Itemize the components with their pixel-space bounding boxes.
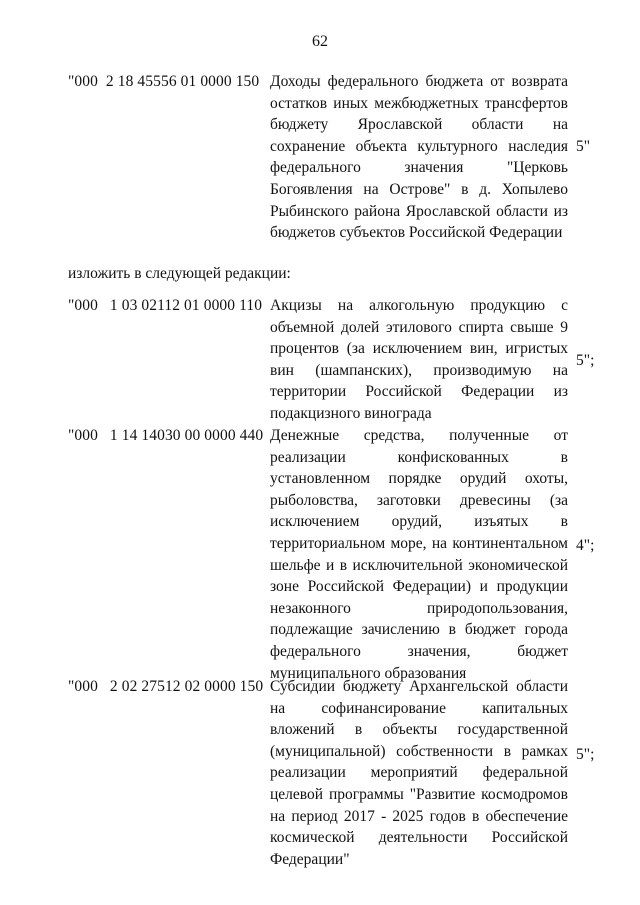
budget-classification-code: "000 2 02 27512 02 0000 150 <box>68 678 264 695</box>
budget-classification-code: "000 2 18 45556 01 0000 150 <box>68 73 260 90</box>
distribution-norm: 4"; <box>576 537 595 554</box>
income-description: Субсидии бюджету Архангельской области на софинансирование капитальных вложений в объекты государственной (муниципальной) собственности в рамках реализации мероприятий федеральной целевой программы "Развитие космодромов на период 2017 - 2025 годов в обеспечение космической деятельности Российской Федерации" <box>270 678 568 868</box>
page-number: 62 <box>312 33 328 50</box>
income-description: Денежные средства, полученные от реализации конфискованных в установленном порядке орудий охоты, рыболовства, заготовки древесины (за исключением орудий, изъятых в территориальном море, на континентальном шельфе и в исключительной экономической зоне Российской Федерации) и продукции незаконного природопользования, подлежащие зачислению в бюджет города федерального значения, бюджет муниципального образования <box>270 427 568 682</box>
distribution-norm: 5"; <box>576 746 595 763</box>
income-description: Акцизы на алкогольную продукцию с объемной долей этилового спирта свыше 9 процентов (за исключением вин, игристых вин (шампанских), производимую на территории Российской Федерации из подакцизного винограда <box>270 297 568 422</box>
distribution-norm: 5"; <box>576 352 595 369</box>
budget-classification-code: "000 1 14 14030 00 0000 440 <box>68 427 264 444</box>
intro-text: изложить в следующей редакции: <box>68 265 291 282</box>
distribution-norm: 5" <box>576 138 591 155</box>
budget-classification-code: "000 1 03 02112 01 0000 110 <box>68 297 263 314</box>
income-description: Доходы федерального бюджета от возврата остатков иных межбюджетных трансфертов бюджету Ярославской области на сохранение объекта культурного наследия федерального значения "Церковь Богоявления на Острове" в д. Хопылево Рыбинского района Ярославской области из бюджетов субъектов Российской Федерации <box>270 73 568 242</box>
